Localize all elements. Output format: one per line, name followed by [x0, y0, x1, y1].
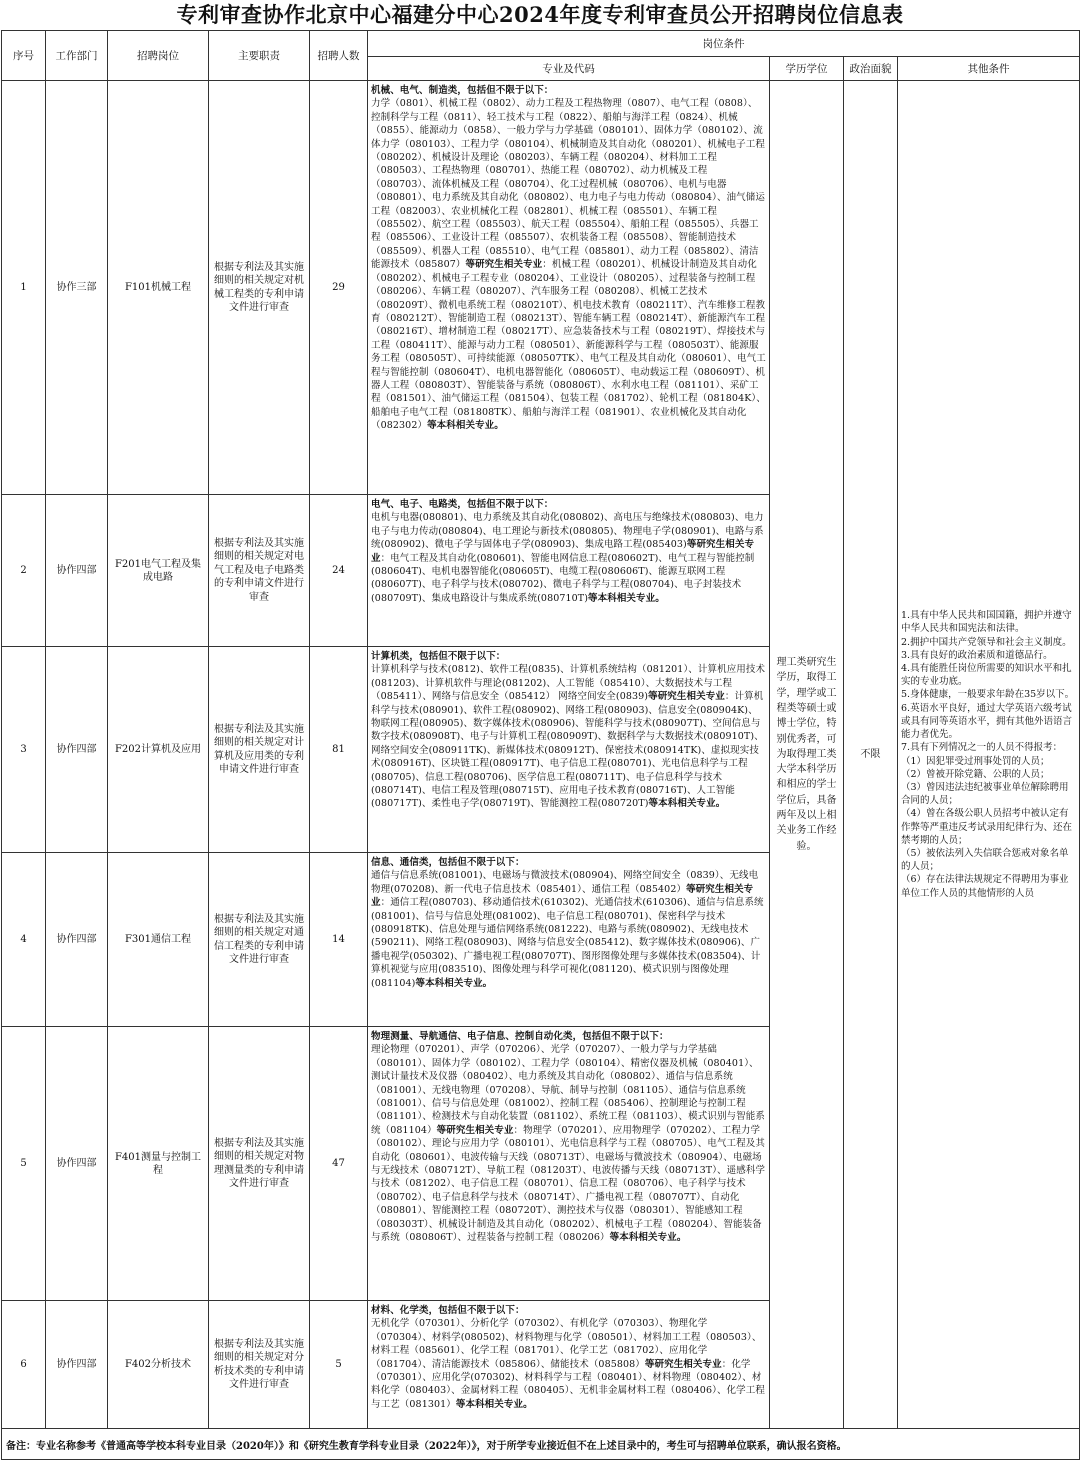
header-other: 其他条件	[898, 57, 1080, 81]
row-post: F201电气工程及集成电路	[108, 495, 209, 647]
condition-item: 1.具有中华人民共和国国籍，拥护并遵守中华人民共和国宪法和法律。	[901, 610, 1072, 635]
row-post: F202计算机及应用	[108, 647, 209, 853]
row-duty: 根据专利法及其实施细则的相关规定对电气工程及电子电路类的专利申请文件进行审查	[209, 495, 310, 647]
major-lead: 物理测量、导航通信、电子信息、控制自动化类，包括但不限于以下：	[371, 1031, 669, 1042]
row-count: 24	[310, 495, 368, 647]
major-lead: 信息、通信类，包括但不限于以下：	[371, 857, 525, 868]
ug-suffix: 等本科相关专业。	[455, 1398, 533, 1410]
row-major	[368, 495, 770, 647]
row-dept: 协作四部	[46, 1027, 108, 1301]
row-dept: 协作四部	[46, 1301, 108, 1429]
condition-item: （2）曾被开除党籍、公职的人员；	[901, 768, 1050, 780]
ug-suffix: 等本科相关专业。	[415, 977, 493, 989]
header-count: 招聘人数	[310, 31, 368, 81]
major-grad: 计算机科学与技术(0812)、软件工程(0835)、计算机系统结构（081201）、计算机应用技术(081203)、计算机软件与理论(081202)、人工智能（085410）、大数据技术与工程（085411）、网络与信息安全（085412） 网络空间安全(0839)	[371, 664, 766, 703]
major-ug: ：物理学（070201）、应用物理学（070202）、工程力学（080102）、理论与应用力学（080101）、光电信息科学与工程（080705）、电气工程及其自动化（080601）、电波传输与天线（080713T）、电磁场与微波技术（080904）、电磁场与无线技术（080712T）、导航工程（081203T）、电波传播与天线（080713T）、遥感科学与技术（081202）、电子信息工程（080701）、信息工程（080706）、电子科学与技术（080702）、电子信息科学与技术（080714T）、广播电视工程（080707T）、自动化（080801）、智能测控工程（080720T）、测控技术与仪器（080301）、智能感知工程（080303T）、机械设计制造及其自动化（080202）、机械电子工程（080204）、智能装备与系统（080806T）、过程装备与控制工程（080206）	[371, 1124, 766, 1244]
condition-item: 2.拥护中国共产党领导和社会主义制度。	[901, 636, 1072, 648]
row-count: 47	[310, 1027, 368, 1301]
condition-item: 7.具有下列情况之一的人员不得报考：	[901, 742, 1063, 754]
major-grad: 通信与信息系统(081001)、电磁场与微波技术(080904)、网络空间安全（0839）、无线电物理(070208)、新一代电子信息技术（085401）、通信工程（085402）	[371, 870, 759, 895]
grad-suffix: 等研究生相关专业	[465, 259, 543, 271]
politics-cell: 不限	[844, 81, 898, 1429]
major-grad: 无机化学（070301）、分析化学（070302）、有机化学（070303）、物理化学（070304）、材料学(080502)、材料物理与化学（080501）、材料加工工程（080503）、材料工程（085601）、化学工程（081701）、化学工艺（081702）、应用化学（081704）、清洁能源技术（085806）、储能技术（085808）	[371, 1318, 762, 1370]
major-ug: ：电气工程及其自动化(080601)、智能电网信息工程(080602T)、电气工程与智能控制(080604T)、电机电器智能化(080605T)、电缆工程(080606T)、能源互联网工程(080607T)、电子科学与技术(080702)、微电子科学与工程(080704)、电子封装技术(080709T)、集成电路设计与集成系统(080710T)	[371, 552, 755, 604]
row-major	[368, 647, 770, 853]
row-dept: 协作三部	[46, 81, 108, 495]
condition-item: （1）因犯罪受过刑事处罚的人员；	[901, 755, 1050, 767]
major-lead: 材料、化学类，包括但不限于以下：	[371, 1305, 525, 1316]
condition-item: （3）曾因违法违纪被事业单位解除聘用合同的人员；	[901, 781, 1069, 807]
row-dept: 协作四部	[46, 495, 108, 647]
row-post: F101机械工程	[108, 81, 209, 495]
condition-item: 4.具有能胜任岗位所需要的知识水平和扎实的专业功底。	[901, 663, 1072, 688]
condition-item: 3.具有良好的政治素质和道德品行。	[901, 649, 1053, 661]
page-title: 专利审查协作北京中心福建分中心2024年度专利审查员公开招聘岗位信息表	[176, 2, 904, 27]
table-row	[2, 81, 1080, 495]
row-duty: 根据专利法及其实施细则的相关规定对计算机及应用类的专利申请文件进行审查	[209, 647, 310, 853]
row-duty: 根据专利法及其实施细则的相关规定对通信工程类的专利申请文件进行审查	[209, 853, 310, 1027]
row-duty: 根据专利法及其实施细则的相关规定对分析技术类的专利申请文件进行审查	[209, 1301, 310, 1429]
recruitment-table	[1, 30, 1080, 1460]
ug-suffix: 等本科相关专业。	[427, 420, 504, 432]
condition-item: （5）被依法列入失信联合惩戒对象名单的人员；	[901, 847, 1069, 873]
row-major	[368, 81, 770, 495]
row-major	[368, 1027, 770, 1301]
other-conditions	[898, 81, 1080, 1429]
row-duty: 根据专利法及其实施细则的相关规定对物理测量类的专利申请文件进行审查	[209, 1027, 310, 1301]
degree-cell: 理工类研究生学历，取得工学，理学或工程类等硕士或博士学位，特别优秀者，可为取得理工类大学本科学历和相应的学士学位后，具备两年及以上相关业务工作经验。	[770, 81, 844, 1429]
row-duty: 根据专利法及其实施细则的相关规定对机械工程类的专利申请文件进行审查	[209, 81, 310, 495]
row-major	[368, 853, 770, 1027]
condition-item: （4）曾在各级公职人员招考中被认定有作弊等严重违反考试录用纪律行为、还在禁考期的人员；	[901, 808, 1073, 846]
header-degree: 学历学位	[770, 57, 844, 81]
header-conditions: 岗位条件	[368, 31, 1080, 57]
header-post: 招聘岗位	[108, 31, 209, 81]
major-grad: 电机与电器(080801)、电力系统及其自动化(080802)、高电压与绝缘技术(080803)、电力电子与电力传动(080804)、电工理论与新技术(080805)、物理电子学(080901)、电路与系统(080902)、微电子学与固体电子学(080903)、集成电路工程(085403)	[371, 512, 764, 551]
grad-suffix: 等研究生相关专业	[371, 883, 754, 909]
row-seq: 6	[2, 1301, 46, 1429]
row-dept: 协作四部	[46, 647, 108, 853]
grad-suffix: 等研究生相关专业	[648, 691, 725, 703]
row-seq: 3	[2, 647, 46, 853]
major-lead: 计算机类，包括但不限于以下：	[371, 651, 506, 662]
major-grad: 理论物理（070201）、声学（070206）、光学（070207）、一般力学与力学基础（080101）、固体力学（080102）、工程力学（080104）、精密仪器及机械（080401）、测试计量技术及仪器（080402）、电力系统及其自动化（080802）、通信与信息系统（081001）、无线电物理（070208）、导航、制导与控制（081105）、通信与信息系统（081001）、信号与信息处理（081002）、控制工程（085406）、控制理论与控制工程（081101）、检测技术与自动化装置（081102）、系统工程（081103）、模式识别与智能系统（081104）	[371, 1044, 765, 1136]
grad-suffix: 等研究生相关专业	[371, 539, 755, 564]
condition-item: 6.英语水平良好，通过大学英语六级考试或具有同等英语水平，拥有其他外语语言能力者优先。	[901, 702, 1073, 741]
major-lead: 机械、电气、制造类，包括但不限于以下：	[371, 85, 554, 96]
row-seq: 5	[2, 1027, 46, 1301]
row-count: 5	[310, 1301, 368, 1429]
header-duty: 主要职责	[209, 31, 310, 81]
row-post: F301通信工程	[108, 853, 209, 1027]
row-post: F401测量与控制工程	[108, 1027, 209, 1301]
header-seq: 序号	[2, 31, 46, 81]
row-post: F402分析技术	[108, 1301, 209, 1429]
ug-suffix: 等本科相关专业。	[648, 798, 726, 810]
row-seq: 1	[2, 81, 46, 495]
grad-suffix: 等研究生相关专业	[644, 1358, 722, 1370]
major-ug: ：计算机科学与技术(080901)、软件工程(080902)、网络工程(080903)、信息安全(080904K)、物联网工程(080905)、数字媒体技术(080906)、智能科学与技术(080907T)、空间信息与数字技术(080908T)、电子与计算机工程(080909T)、数据科学与大数据技术(080910T)、网络空间安全(080911TK)、新媒体技术(080912T)、保密技术(080914TK)、虚拟现实技术(080916T)、区块链工程(080917T)、电子信息工程(080701)、光电信息科学与工程(080705)、信息工程(080706)、医学信息工程(080711T)、电子信息科学与技术(080714T)、电信工程及管理(080715T)、应用电子技术教育(080716T)、人工智能(080717T)、柔性电子学(080719T)、智能测控工程(080720T)	[371, 691, 764, 810]
major-ug: ：化学（070301）、应用化学(070302)、材料科学与工程（080401）、材料物理（080402）、材料化学（080403）、金属材料工程（080405）、无机非金属材料工程（080406）、化学工程与工艺（081301）	[371, 1358, 765, 1410]
row-count: 81	[310, 647, 368, 853]
row-seq: 4	[2, 853, 46, 1027]
row-count: 29	[310, 81, 368, 495]
row-count: 14	[310, 853, 368, 1027]
condition-item: 5.身体健康，一般要求年龄在35岁以下。	[901, 689, 1075, 701]
major-lead: 电气、电子、电路类，包括但不限于以下：	[371, 499, 554, 510]
major-ug: ：通信工程(080703)、移动通信技术(610302)、光通信技术(610306)、通信与信息系统(081001)、信号与信息处理(081002)、电子信息工程(080701)、保密科学与技术(080918TK)、信息处理与通信网络系统(081222)、电路与系统(080902)、无线电技术(590211)、网络工程(080903)、网络与信息安全(085412)、数字媒体技术(080906)、广播电视学(050302)、广播电视工程(080707T)、图形图像处理与多媒体技术(083504)、计算机视觉与应用(083510)、图像处理与科学可视化(081120)、模式识别与图像处理(081104)	[371, 897, 764, 989]
major-grad: 力学（0801）、机械工程（0802）、动力工程及工程热物理（0807）、电气工程（0808）、控制科学与工程（0811）、轻工技术与工程（0822）、船舶与海洋工程（0824）、机械（0855）、能源动力（0858）、一般力学与力学基础（080101）、固体力学（080102）、流体力学（080103）、工程力学（080104）、机械制造及其自动化（080201）、机械电子工程（080202）、机械设计及理论（080203）、车辆工程（080204）、材料加工工程（080503）、工程热物理（080701）、热能工程（080702）、动力机械及工程（080703）、流体机械及工程（080704）、化工过程机械（080706）、电机与电器（080801）、电力系统及其自动化（080802）、电力电子与电力传动（080804）、油气储运工程（082003）、农业机械化工程（082801）、机械工程（085501）、车辆工程（085502）、航空工程（085503）、航天工程（085504）、船舶工程（085505）、兵器工程（085506）、工业设计工程（085507）、农机装备工程（085508）、智能制造技术（085509）、机器人工程（085510）、电气工程（085801）、动力工程（085802）、清洁能源技术（085807）	[371, 98, 765, 271]
ug-suffix: 等本科相关专业。	[609, 1232, 687, 1244]
grad-suffix: 等研究生相关专业	[436, 1124, 514, 1136]
row-major	[368, 1301, 770, 1429]
table-note: 备注：专业名称参考《普通高等学校本科专业目录（2020年）》和《研究生教育学科专业目录（2022年）》，对于所学专业接近但不在上述目录中的，考生可与招聘单位联系，确认报名资格。	[2, 1429, 1080, 1460]
header-politics: 政治面貌	[844, 57, 898, 81]
header-major: 专业及代码	[368, 57, 770, 81]
row-dept: 协作四部	[46, 853, 108, 1027]
header-dept: 工作部门	[46, 31, 108, 81]
condition-item: （6）存在法律法规规定不得聘用为事业单位工作人员的其他情形的人员	[901, 874, 1069, 899]
major-ug: ：机械工程（080201）、机械设计制造及其自动化（080202）、机械电子工程专业（080204）、工业设计（080205）、过程装备与控制工程（080206）、车辆工程（080207）、汽车服务工程（080208）、机械工艺技术（080209T）、微机电系统工程（080210T）、机电技术教育（080211T）、汽车维修工程教育（080212T）、智能制造工程（080213T）、智能车辆工程（080214T）、新能源汽车工程（080216T）、增材制造工程（080217T）、应急装备技术与工程（080219T）、焊接技术与工程（080411T）、能源与动力工程（080501）、新能源科学与工程（080503T）、能源服务工程（080505T）、可持续能源（080507TK）、电气工程及其自动化（080601）、电气工程与智能控制（080604T）、电机电器智能化（080605T）、电动载运工程（080609T）、机器人工程（080803T）、智能装备与系统（080806T）、水利水电工程（081101）、采矿工程（081501）、油气储运工程（081504）、包装工程（081702）、轮机工程（081804K）、船舶电子电气工程（081808TK）、船舶与海洋工程（081901）、农业机械化及其自动化（082302）	[371, 259, 766, 432]
ug-suffix: 等本科相关专业。	[588, 592, 665, 604]
row-seq: 2	[2, 495, 46, 647]
